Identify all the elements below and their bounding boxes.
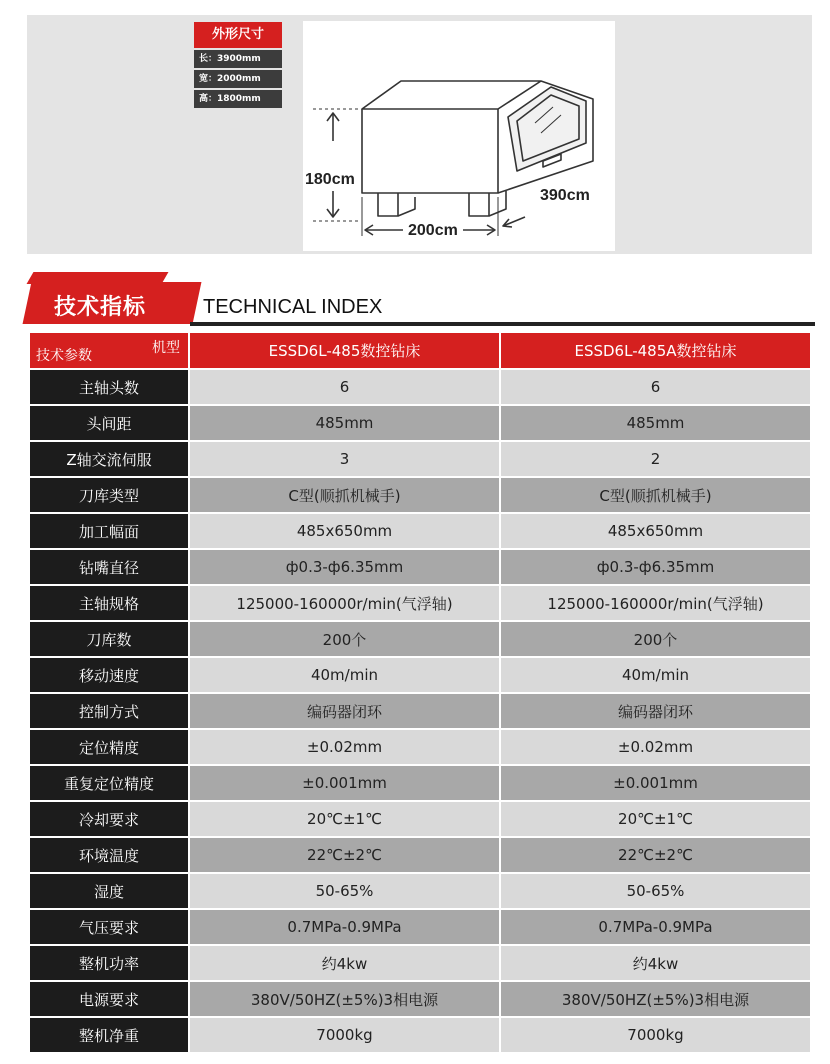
row-label: 气压要求 [30,910,188,946]
machine-outline-icon [303,21,615,251]
row-value-2: 22℃±2℃ [499,838,810,874]
drawing-height-label: 180cm [305,171,355,188]
table-row [30,802,810,838]
row-value-2: 200个 [499,622,810,658]
table-corner [30,333,188,370]
row-value-1: 7000kg [188,1018,499,1054]
drawing-width-label: 200cm [408,222,458,239]
row-value-1: 200个 [188,622,499,658]
table-row [30,478,810,514]
header-title-cn: 技术指标 [54,295,147,320]
row-value-1: 22℃±2℃ [188,838,499,874]
table-row [30,694,810,730]
row-label: 整机功率 [30,946,188,982]
row-label: 控制方式 [30,694,188,730]
dimension-title: 外形尺寸 [194,22,282,48]
row-value-2: 485x650mm [499,514,810,550]
header-underline [190,322,815,326]
row-value-2: 6 [499,370,810,406]
row-value-2: ±0.02mm [499,730,810,766]
row-value-2: 40m/min [499,658,810,694]
row-label: 主轴头数 [30,370,188,406]
row-label: 定位精度 [30,730,188,766]
row-label: 刀库类型 [30,478,188,514]
row-label: 环境温度 [30,838,188,874]
row-label: 主轴规格 [30,586,188,622]
table-row [30,622,810,658]
table-row [30,550,810,586]
table-row [30,370,810,406]
table-row [30,514,810,550]
column-header-2: ESSD6L-485A数控钻床 [499,333,810,370]
table-row [30,766,810,802]
row-label: 整机净重 [30,1018,188,1054]
row-label: 冷却要求 [30,802,188,838]
table-row [30,982,810,1018]
corner-model-label: 机型 [152,340,180,356]
row-value-2: 7000kg [499,1018,810,1054]
row-value-1: 0.7MPa-0.9MPa [188,910,499,946]
row-value-2: 20℃±1℃ [499,802,810,838]
table-row [30,946,810,982]
row-value-1: C型(顺抓机械手) [188,478,499,514]
row-value-2: 2 [499,442,810,478]
row-label: 湿度 [30,874,188,910]
table-row [30,442,810,478]
row-value-1: 6 [188,370,499,406]
row-value-1: 编码器闭环 [188,694,499,730]
table-row [30,838,810,874]
table-header-row [30,333,810,370]
row-value-1: 380V/50HZ(±5%)3相电源 [188,982,499,1018]
row-label: 头间距 [30,406,188,442]
row-value-2: ±0.001mm [499,766,810,802]
row-value-1: 125000-160000r/min(气浮轴) [188,586,499,622]
row-value-1: 约4kw [188,946,499,982]
row-value-1: 50-65% [188,874,499,910]
row-label: 钻嘴直径 [30,550,188,586]
row-value-1: 485mm [188,406,499,442]
dimension-width: 宽：2000mm [194,70,282,88]
spec-table [30,333,810,1054]
table-row [30,730,810,766]
table-row [30,1018,810,1054]
row-value-1: ф0.3-ф6.35mm [188,550,499,586]
dimension-length: 长：3900mm [194,50,282,68]
machine-drawing [303,21,615,251]
row-label: 加工幅面 [30,514,188,550]
corner-param-label: 技术参数 [36,348,92,364]
column-header-1: ESSD6L-485数控钻床 [188,333,499,370]
row-value-2: 约4kw [499,946,810,982]
table-row [30,406,810,442]
row-value-2: 50-65% [499,874,810,910]
row-label: 重复定位精度 [30,766,188,802]
row-label: 刀库数 [30,622,188,658]
dimension-tags [194,22,282,110]
dimension-height: 高：1800mm [194,90,282,108]
table-row [30,586,810,622]
row-value-2: 编码器闭环 [499,694,810,730]
header-title-en: TECHNICAL INDEX [203,296,383,318]
row-value-2: ф0.3-ф6.35mm [499,550,810,586]
table-row [30,658,810,694]
row-value-2: 0.7MPa-0.9MPa [499,910,810,946]
row-value-1: ±0.02mm [188,730,499,766]
row-value-2: C型(顺抓机械手) [499,478,810,514]
row-value-1: ±0.001mm [188,766,499,802]
row-label: 移动速度 [30,658,188,694]
table-row [30,874,810,910]
row-label: Z轴交流伺服 [30,442,188,478]
row-value-2: 125000-160000r/min(气浮轴) [499,586,810,622]
drawing-depth-label: 390cm [540,187,590,204]
row-label: 电源要求 [30,982,188,1018]
row-value-2: 380V/50HZ(±5%)3相电源 [499,982,810,1018]
row-value-1: 485x650mm [188,514,499,550]
table-row [30,910,810,946]
technical-index-header [0,262,830,332]
row-value-1: 40m/min [188,658,499,694]
row-value-1: 3 [188,442,499,478]
row-value-1: 20℃±1℃ [188,802,499,838]
row-value-2: 485mm [499,406,810,442]
